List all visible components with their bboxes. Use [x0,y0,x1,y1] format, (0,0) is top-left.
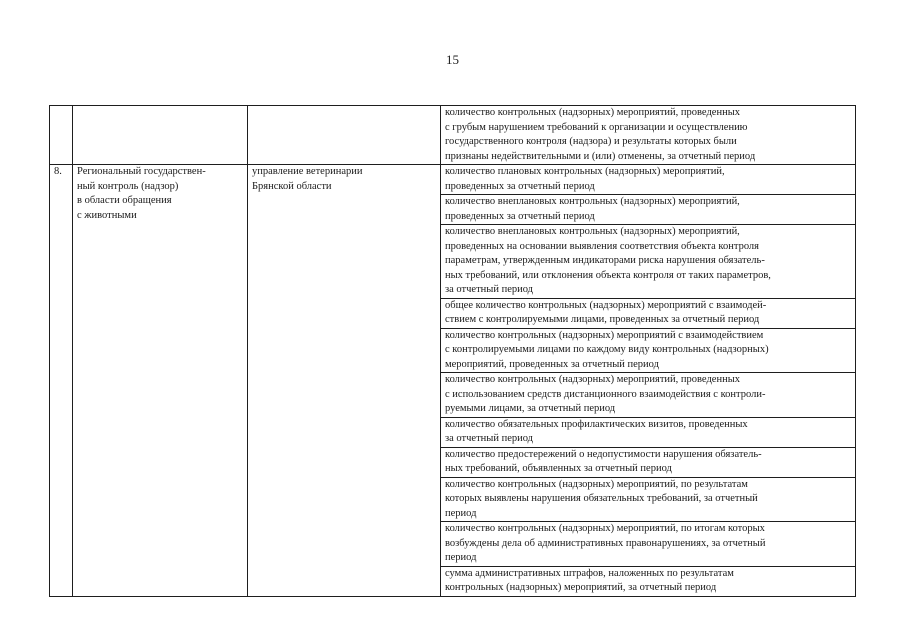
control-type-cell [73,106,248,165]
indicator-cell: количество внеплановых контрольных (надзорных) мероприятий, проведенных на основании выявления соответствия объекта контроля параметрам, утвержденным индикаторами риска нарушения обязатель- ных требований, или отклонения объекта контроля от таких параметров, за отчетный период [441,225,856,299]
indicator-cell: количество обязательных профилактических визитов, проведенных за отчетный период [441,417,856,447]
indicator-cell: количество внеплановых контрольных (надзорных) мероприятий, проведенных за отчетный период [441,195,856,225]
indicator-cell: количество контрольных (надзорных) мероприятий с взаимодействием с контролируемыми лицами по каждому виду контрольных (надзорных) мероприятий, проведенных за отчетный период [441,328,856,373]
authority-cell [248,106,441,165]
table-row [50,106,856,165]
indicator-cell: количество контрольных (надзорных) мероприятий, по результатам которых выявлены нарушения обязательных требований, за отчетный период [441,477,856,522]
indicators-table [49,105,856,597]
page-number: 15 [446,52,459,67]
indicator-cell: количество контрольных (надзорных) мероприятий, по итогам которых возбуждены дела об административных правонарушениях, за отчетный период [441,522,856,567]
number-cell [50,106,73,165]
indicator-cell: количество контрольных (надзорных) мероприятий, проведенных с использованием средств дистанционного взаимодействия с контроли- руемыми лицами, за отчетный период [441,373,856,418]
control-type-cell: Региональный государствен- ный контроль (надзор) в области обращения с животными [73,165,248,597]
indicator-cell: общее количество контрольных (надзорных) мероприятий с взаимодей- ствием с контролируемыми лицами, проведенных за отчетный период [441,298,856,328]
indicator-cell: количество контрольных (надзорных) мероприятий, проведенных с грубым нарушением требований к организации и осуществлению государственного контроля (надзора) и результаты которых были признаны недействительными и (или) отменены, за отчетный период [441,106,856,165]
table-row [50,165,856,195]
indicator-cell: количество предостережений о недопустимости нарушения обязатель- ных требований, объявленных за отчетный период [441,447,856,477]
indicator-cell: количество плановых контрольных (надзорных) мероприятий, проведенных за отчетный период [441,165,856,195]
authority-cell: управление ветеринарии Брянской области [248,165,441,597]
indicator-cell: сумма административных штрафов, наложенных по результатам контрольных (надзорных) мероприятий, за отчетный период [441,566,856,596]
section-number: 8. [50,165,73,597]
